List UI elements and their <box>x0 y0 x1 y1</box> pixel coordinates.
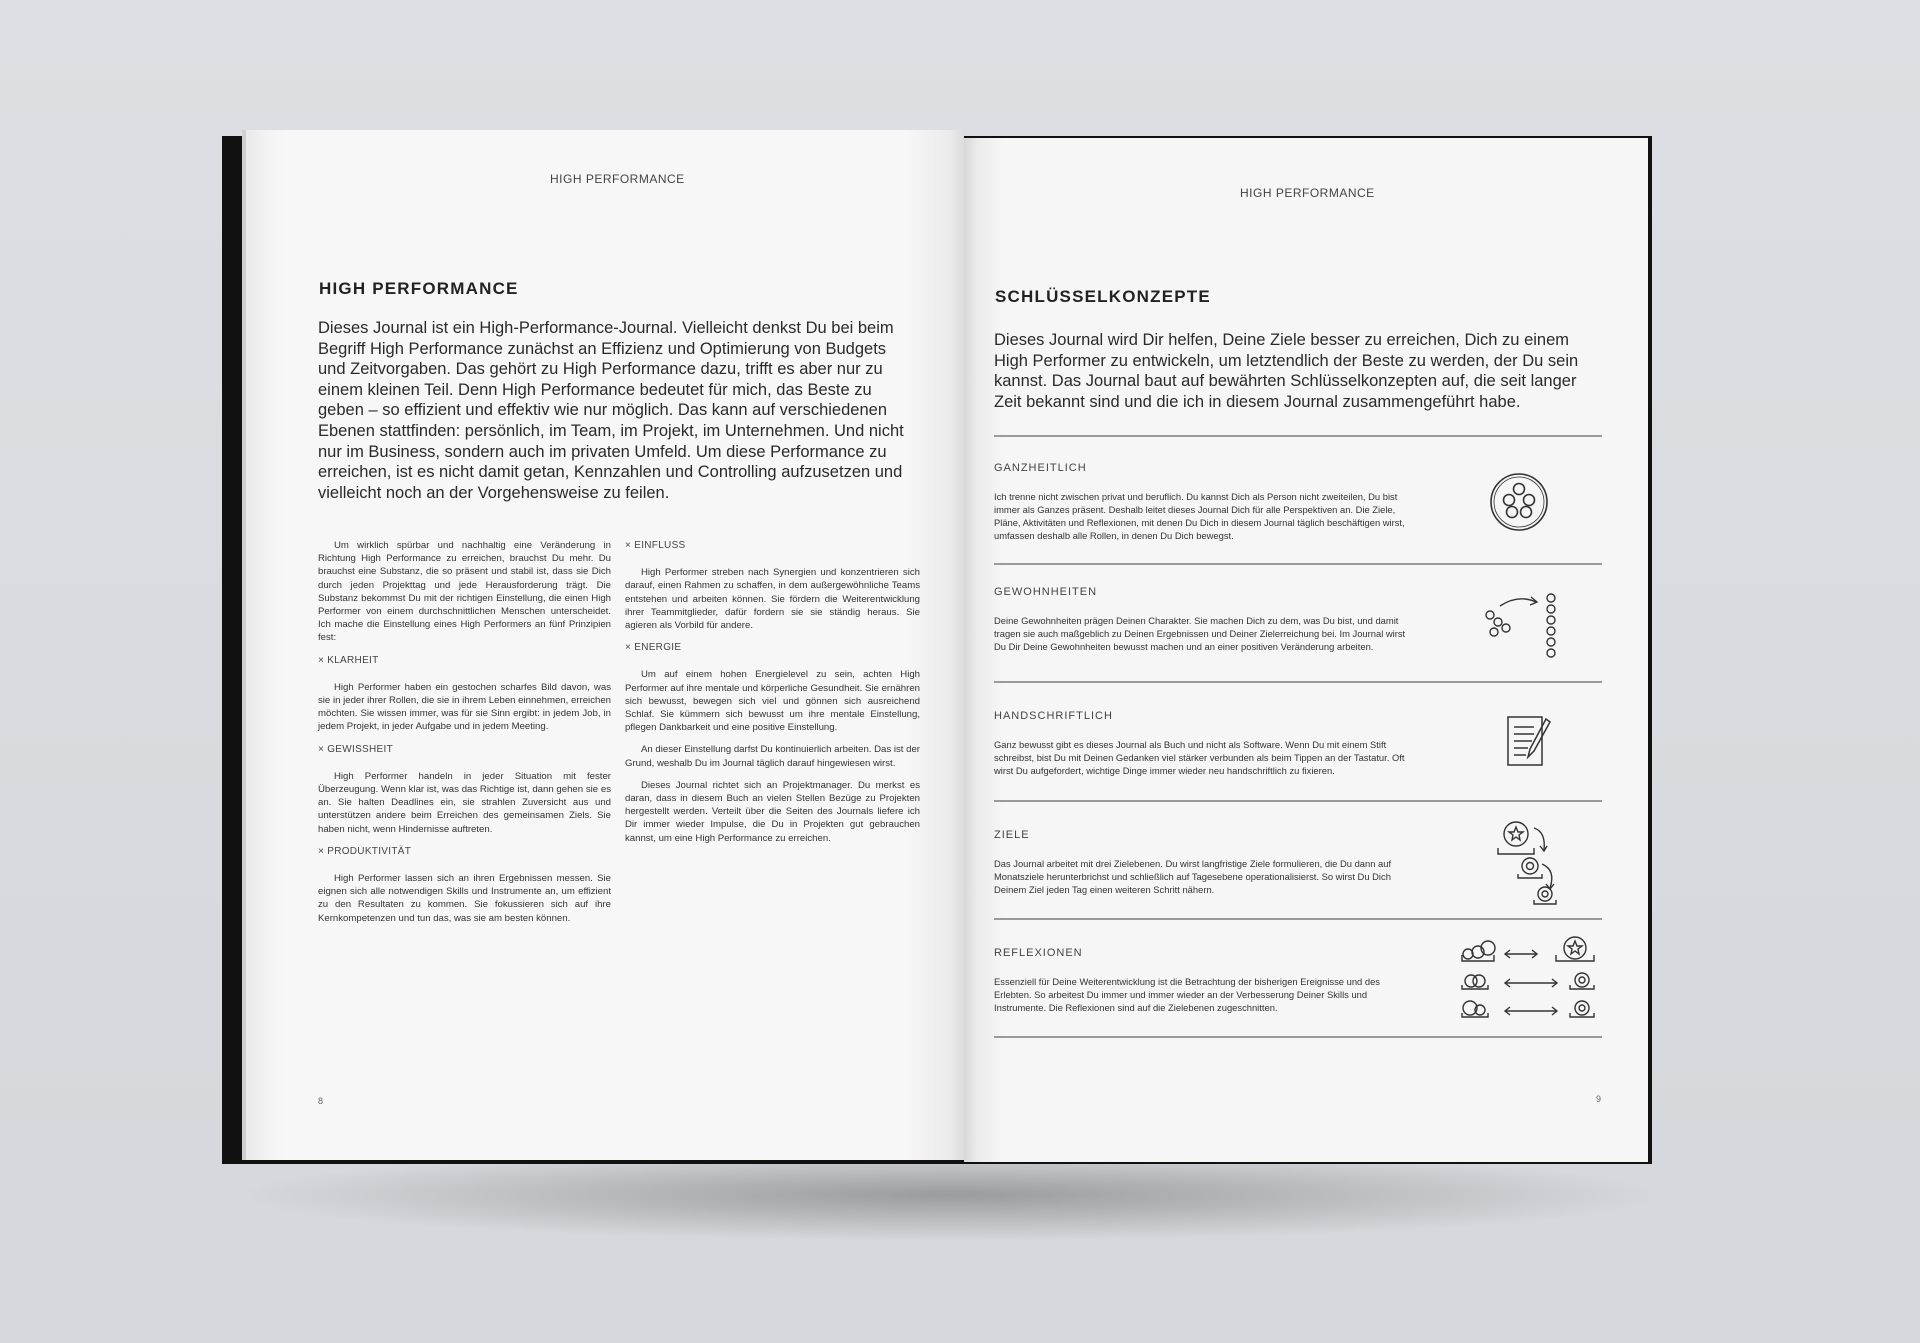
left-column-2 <box>625 539 920 854</box>
section-text-ziele: Das Journal arbeitet mit drei Zielebenen. Du wirst langfristige Ziele formulieren, die Du dann auf Monatsziele herunterbrichst und schließlich auf Tagesebene operationalisierst. So wirst Du Dich Deinem Ziel jeden Tag einen weiteren Schritt nähern. <box>994 858 1392 895</box>
principle-title-klarheit: × KLARHEIT <box>318 654 379 666</box>
closing-paragraph-2: Dieses Journal richtet sich an Projektmanager. Du merkst es daran, dass in diesem Buch an vielen Stellen Bezüge zu Projekten hergestellt werden. Verteilt über die Seiten des Journals liefere ich Dir immer wieder Impulse, die Du in Projekten gut gebrauchen kannst, um eine High Performance zu erreichen. <box>625 779 920 844</box>
principle-title-produktivitaet: × PRODUKTIVITÄT <box>318 845 412 857</box>
principle-title-gewissheit: × GEWISSHEIT <box>318 743 394 755</box>
principle-text-energie: Um auf einem hohen Energielevel zu sein, achten High Performer auf ihre mentale und körperliche Gesundheit. Sie ernähren sich bewusst, bewegen sich viel und gönnen sich ausreichend Schlaf. Sie kümmern sich bewusst um ihre mentale Einstellung, pflegen Dankbarkeit und eine positive Einstellung. <box>625 669 920 734</box>
section-title-gewohnheiten: GEWOHNHEITEN <box>994 586 1098 598</box>
right-page-number: 9 <box>1596 1094 1602 1104</box>
principle-title-einfluss: × EINFLUSS <box>625 540 686 551</box>
section-title-ziele: ZIELE <box>994 829 1030 841</box>
closing-paragraph-1: An dieser Einstellung darfst Du kontinuierlich arbeiten. Das ist der Grund, weshalb Du im Journal täglich darauf hingewiesen wirst. <box>625 744 920 769</box>
left-running-header: HIGH PERFORMANCE <box>550 172 685 186</box>
principle-title-energie: × ENERGIE <box>625 642 682 654</box>
section-title-handschriftlich: HANDSCHRIFTLICH <box>994 710 1113 722</box>
notepad-pencil-icon <box>1504 713 1552 771</box>
principle-text-einfluss: High Performer streben nach Synergien und konzentrieren sich darauf, einen Rahmen zu schaffen, in dem außergewöhnliche Teams entstehen und arbeiten können. Sie fördern die Weiterentwicklung ihrer Teammitglieder, dafür fordern sie sie ständig heraus. Sie agieren als Vorbild für andere. <box>625 567 920 632</box>
left-lead-paragraph: Dieses Journal ist ein High-Performance-Journal. Vielleicht denkst Du bei beim Begriff High Performance zunächst an Effizienz und Optimierung von Budgets und Zeitvorgaben. Das gehört zu High Performance dazu, trifft es aber nur zu einem kleinen Teil. Denn High Performance bedeutet für mich, das Beste zu geben – so effizient und effektiv wie nur möglich. Das kann auf verschiedenen Ebenen stattfinden: persönlich, im Team, im Projekt, im Unternehmen. Und nicht nur im Business, sondern auch im privaten Umfeld. Um diese Performance zu erreichen, ist es nicht damit getan, Kennzahlen und Controlling aufzusetzen und vielleicht noch an der Vorgehensweise zu feilen. <box>318 319 904 502</box>
section-text-gewohnheiten: Deine Gewohnheiten prägen Deinen Charakter. Sie machen Dich zu dem, was Du bist, und damit tragen sie auch maßgeblich zu Deinen Ergebnissen und Deiner Zielerreichung bei. Im Journal wirst Du Dir Deine Gewohnheiten bewusst machen und an einer positiven Veränderung arbeiten. <box>994 615 1406 652</box>
right-page-title: SCHLÜSSELKONZEPTE <box>995 287 1211 306</box>
section-title-reflexionen: REFLEXIONEN <box>994 947 1083 959</box>
principle-text-gewissheit: High Performer handeln in jeder Situation mit fester Überzeugung. Wenn klar ist, was das Richtige ist, dann gehen sie es an. Sie halten Deadlines ein, sie strahlen Zuversicht aus und unterstützen andere beim Erreichen des gemeinsamen Ziels. Sie haben nicht, wenn Hindernisse auftreten. <box>318 770 611 835</box>
divider <box>994 800 1602 802</box>
section-text-reflexionen: Essenziell für Deine Weiterentwicklung ist die Betrachtung der bisherigen Ereignisse und des Erlebten. So arbeitest Du immer und immer wieder an der Verbesserung Deiner Skills und Instrumente. Die Reflexionen sind auf die Zielebenen zugeschnitten. <box>994 976 1380 1013</box>
section-text-handschriftlich: Ganz bewusst gibt es dieses Journal als Buch und nicht als Software. Wenn Du mit einem Stift schreibst, bist Du mit Deinen Gedanken viel stärker verbunden als beim Tippen an der Tastatur. Oft wirst Du aufgefordert, wichtige Dinge immer wieder neu handschriftlich zu fixieren. <box>994 739 1405 776</box>
principle-text-klarheit: High Performer haben ein gestochen scharfes Bild davon, was sie in jeder ihrer Rollen, die sie in ihrem Leben einnehmen, erreichen möchten. Sie wissen immer, was für sie Sinn ergibt: in jedem Job, in jedem Projekt, in jeder Aufgabe und in jedem Meeting. <box>318 681 611 733</box>
divider <box>994 918 1602 920</box>
principle-text-produktivitaet: High Performer lassen sich an ihren Ergebnissen messen. Sie eignen sich alle notwendigen Skills und Instrumente an, um effizient zu den Resultaten zu kommen. Sie fokussieren sich auf ihre Kernkompetenzen und tun das, was sie am besten können. <box>318 873 611 924</box>
left-page-number: 8 <box>318 1096 324 1106</box>
right-running-header: HIGH PERFORMANCE <box>1240 186 1375 200</box>
goal-levels-icon <box>1494 820 1574 906</box>
right-lead-paragraph: Dieses Journal wird Dir helfen, Deine Ziele besser zu erreichen, Dich zu einem High Performer zu entwickeln, um letztendlich der Beste zu werden, der Du sein kannst. Das Journal baut auf bewährten Schlüsselkonzepten auf, die seit langer Zeit bekannt sind und die ich in diesem Journal zusammengeführt habe. <box>994 331 1579 411</box>
reflection-arrows-icon <box>1458 935 1602 1021</box>
habits-dots-icon <box>1480 588 1560 658</box>
divider <box>994 1036 1602 1038</box>
intro-paragraph: Um wirklich spürbar und nachhaltig eine Veränderung in Richtung High Performance zu erreichen, brauchst Du mehr. Du brauchst eine Substanz, die so präsent und stabil ist, dass sie Dich durch jeden Projekttag und jede Herausforderung trägt. Die Substanz bekommst Du mit der richtigen Einstellung, die einen High Performer von einem durchschnittlichen Menschen unterscheidet. Ich mache die Einstellung eines High Performers an fünf Prinzipien fest: <box>318 540 611 644</box>
divider <box>994 563 1602 565</box>
divider <box>994 435 1602 437</box>
divider <box>994 681 1602 683</box>
section-title-ganzheitlich: GANZHEITLICH <box>994 462 1087 474</box>
left-page-title: HIGH PERFORMANCE <box>319 279 519 298</box>
circle-roles-icon <box>1488 471 1550 533</box>
section-text-ganzheitlich: Ich trenne nicht zwischen privat und beruflich. Du kannst Dich als Person nicht zweiteilen, Du bist immer als Ganzes präsent. Deshalb leitet dieses Journal Dich für alle Perspektiven an. Die Ziele, Pläne, Aktivitäten und Reflexionen, mit denen Du Dich in diesem Journal täglich beschäftigen wirst, umfassen deshalb alle Rollen, in denen Du Dich bewegst. <box>994 491 1405 541</box>
left-column-1 <box>318 539 611 934</box>
